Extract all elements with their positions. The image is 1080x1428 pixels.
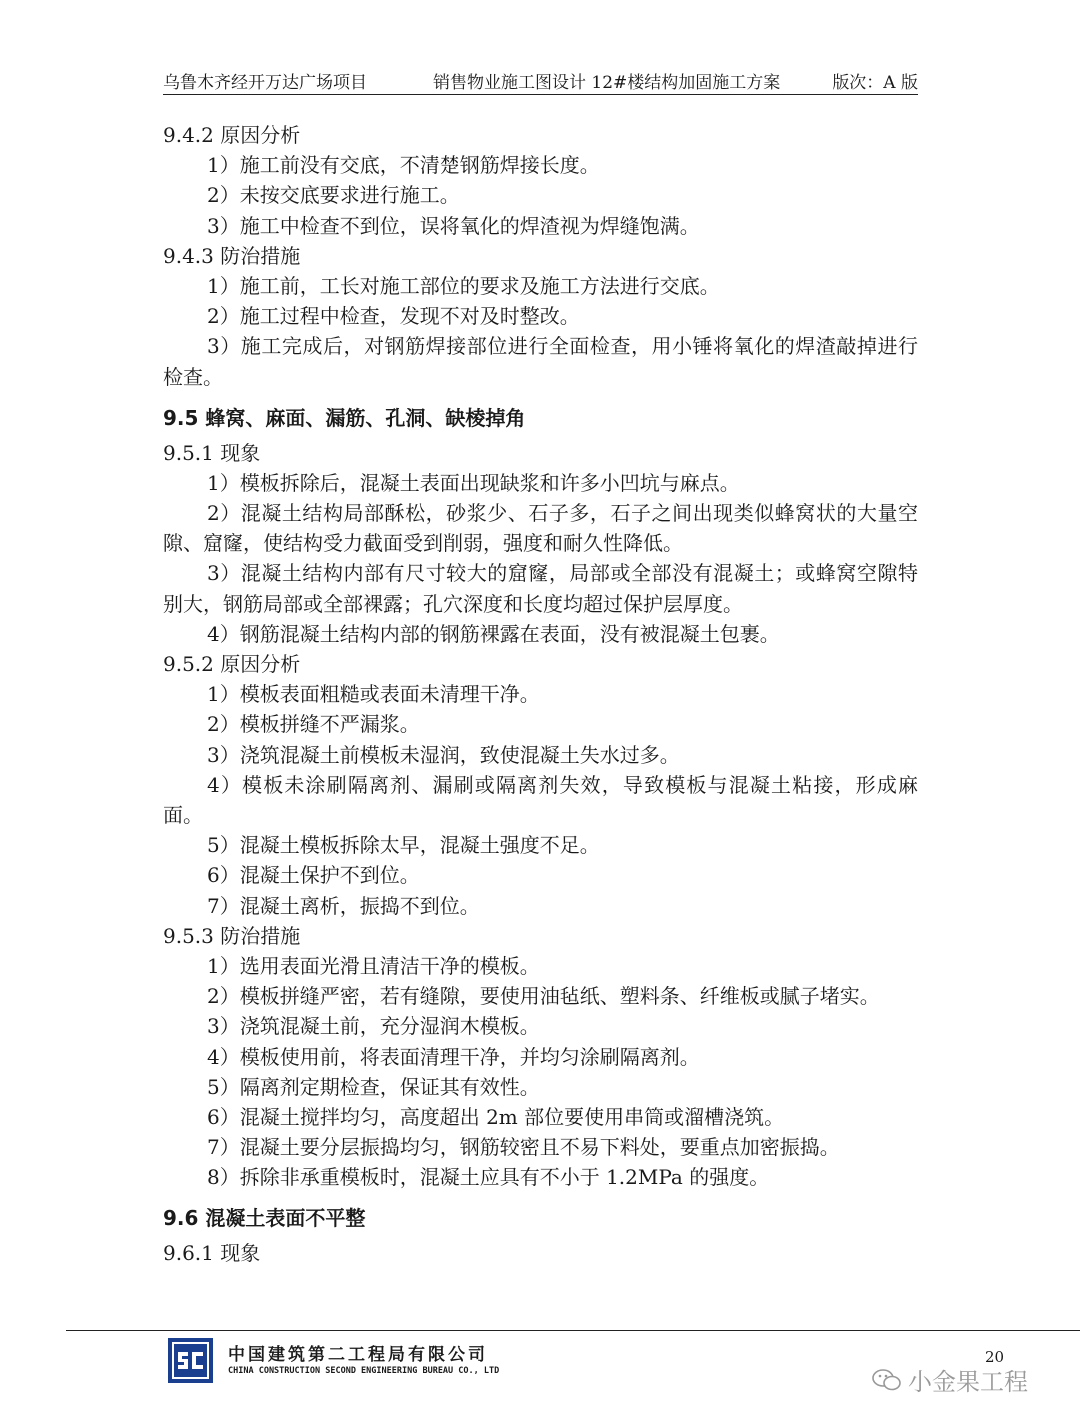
list-item: 5）隔离剂定期检查，保证其有效性。 <box>207 1074 540 1099</box>
list-item: 2）模板拼缝严密，若有缝隙，要使用油毡纸、塑料条、纤维板或腻子堵实。 <box>207 984 880 1009</box>
company-name-english: CHINA CONSTRUCTION SECOND ENGINEERING BUREAU CO., LTD <box>228 1366 500 1376</box>
document-body <box>163 120 918 1269</box>
list-item: 3）浇筑混凝土前模板未湿润，致使混凝土失水过多。 <box>207 742 680 767</box>
list-item: 2）施工过程中检查，发现不对及时整改。 <box>207 304 580 329</box>
section-heading: 9.6 混凝土表面不平整 <box>163 1206 366 1231</box>
company-name-chinese: 中国建筑第二工程局有限公司 <box>228 1345 488 1365</box>
list-item: 1）选用表面光滑且清洁干净的模板。 <box>207 953 540 978</box>
list-item: 5）混凝土模板拆除太早，混凝土强度不足。 <box>207 833 600 858</box>
list-item: 8）拆除非承重模板时，混凝土应具有不小于 1.2MPa 的强度。 <box>207 1165 770 1190</box>
footer-divider <box>66 1330 1080 1331</box>
list-item: 2）未按交底要求进行施工。 <box>207 183 460 208</box>
list-item: 1）施工前没有交底，不清楚钢筋焊接长度。 <box>207 153 600 178</box>
company-logo-icon <box>168 1338 213 1383</box>
header-document-title: 销售物业施工图设计 12#楼结构加固施工方案 <box>433 73 781 93</box>
wechat-icon <box>872 1368 902 1398</box>
list-item: 2）混凝土结构局部酥松，砂浆少、石子多，石子之间出现类似蜂窝状的大量空隙、窟窿，使结构受力截面受到削弱，强度和耐久性降低。 <box>163 501 918 556</box>
list-item: 1）模板拆除后，混凝土表面出现缺浆和许多小凹坑与麻点。 <box>207 470 740 495</box>
list-item: 3）施工中检查不到位，误将氧化的焊渣视为焊缝饱满。 <box>207 213 700 238</box>
list-item: 3）施工完成后，对钢筋焊接部位进行全面检查，用小锤将氧化的焊渣敲掉进行检查。 <box>163 334 918 389</box>
page-number: 20 <box>985 1348 1005 1366</box>
list-item: 6）混凝土搅拌均匀，高度超出 2m 部位要使用串筒或溜槽浇筑。 <box>207 1104 785 1129</box>
watermark <box>872 1362 1028 1398</box>
list-item: 4）模板使用前，将表面清理干净，并均匀涂刷隔离剂。 <box>207 1044 700 1069</box>
list-item: 4）模板未涂刷隔离剂、漏刷或隔离剂失效，导致模板与混凝土粘接，形成麻面。 <box>163 772 918 827</box>
list-item: 7）混凝土要分层振捣均匀，钢筋较密且不易下料处，要重点加密振捣。 <box>207 1135 840 1160</box>
subsection-heading: 9.4.3 防治措施 <box>163 243 301 268</box>
section-heading: 9.5 蜂窝、麻面、漏筋、孔洞、缺棱掉角 <box>163 405 526 430</box>
subsection-heading: 9.5.2 原因分析 <box>163 652 301 677</box>
subsection-heading: 9.5.3 防治措施 <box>163 923 301 948</box>
list-item: 3）浇筑混凝土前，充分湿润木模板。 <box>207 1014 540 1039</box>
list-item: 1）施工前，工长对施工部位的要求及施工方法进行交底。 <box>207 273 720 298</box>
list-item: 3）混凝土结构内部有尺寸较大的窟窿，局部或全部没有混凝土；或蜂窝空隙特别大，钢筋局部或全部裸露；孔穴深度和长度均超过保护层厚度。 <box>163 561 918 616</box>
subsection-heading: 9.4.2 原因分析 <box>163 123 301 147</box>
subsection-heading: 9.6.1 现象 <box>163 1241 261 1266</box>
list-item: 7）混凝土离析，振捣不到位。 <box>207 893 480 918</box>
watermark-text: 小金果工程 <box>908 1368 1028 1396</box>
header-project-name: 乌鲁木齐经开万达广场项目 <box>163 73 367 93</box>
logo-mark <box>168 1338 213 1383</box>
list-item: 1）模板表面粗糙或表面未清理干净。 <box>207 682 540 707</box>
list-item: 6）混凝土保护不到位。 <box>207 863 420 888</box>
list-item: 2）模板拼缝不严漏浆。 <box>207 712 420 737</box>
subsection-heading: 9.5.1 现象 <box>163 440 261 465</box>
list-item: 4）钢筋混凝土结构内部的钢筋裸露在表面，没有被混凝土包裹。 <box>207 621 780 646</box>
header-version: 版次：A 版 <box>832 73 918 93</box>
page-header <box>163 66 918 95</box>
